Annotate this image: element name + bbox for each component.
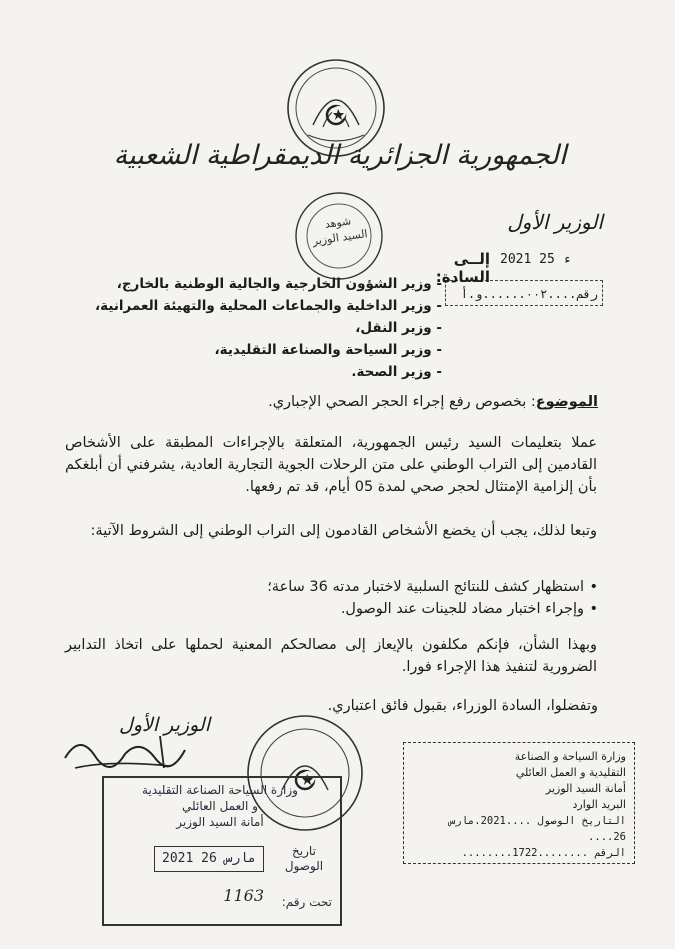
registration-date-label: تاريخ الوصول: [284, 844, 324, 873]
reception-stamp: [403, 742, 635, 864]
top-stamp-line2: السيد الوزير: [311, 227, 369, 248]
registration-header: [106, 782, 334, 830]
body-paragraph-2: وتبعا لذلك، يجب أن يخضع الأشخاص القادمون إلى التراب الوطني إلى الشروط الآتية:: [90, 523, 597, 539]
reception-number: الرقم ........1722........: [461, 847, 626, 859]
reference-number: رقم....٠٠٢......و.أ: [445, 280, 603, 306]
recipient-item: - وزير الداخلية والجماعات المحلية والتهيئة العمرانية،: [95, 298, 442, 314]
registration-line1: وزارة السياحة الصناعة التقليدية: [142, 783, 298, 797]
recipient-item: - وزير السياحة والصناعة التقليدية،: [214, 342, 442, 358]
body-paragraph-1: عملا بتعليمات السيد رئيس الجمهورية، المتعلقة بالإجراءات المطبقة على الأشخاص القادمين إلى التراب الوطني على متن الرحلات الجوية التجارية العادية، يشرفني أن أبلغكم بأن إلزامية الإمتثال لحجر صحي لمدة 05 أيام، قد تم رفعها.: [65, 435, 597, 495]
registration-line3: أمانة السيد الوزير: [176, 815, 264, 829]
subject-label: الموضوع: [535, 394, 598, 410]
recipient-item: - وزير الصحة.: [351, 364, 442, 380]
office-title: الوزير الأول: [507, 210, 603, 234]
conditions-list: [120, 576, 598, 620]
registration-number-label: تحت رقم:: [281, 895, 332, 909]
signature-title: الوزير الأول: [119, 714, 210, 736]
reception-line4: البريد الوارد: [572, 798, 626, 811]
registration-line2: و العمل العائلي: [182, 799, 258, 813]
handwritten-signature: [60, 728, 190, 776]
body-paragraph-3: وبهذا الشأن، فإنكم مكلفون بالإيعاز إلى مصالحكم المعنية لحملها على اتخاذ التدابير الضرورية لتنفيذ هذا الإجراء فورا.: [65, 637, 597, 675]
document-date: 2021 ء 25: [500, 252, 571, 267]
reception-line1: وزارة السياحة و الصناعة: [514, 750, 626, 763]
reception-date: التاريخ الوصول ....2021.مارس 26....: [448, 815, 626, 843]
registration-stamp: [102, 776, 342, 926]
recipients-label: إلــى السادة:: [435, 250, 490, 286]
closing-line: وتفضلوا، السادة الوزراء، بقبول فائق اعتباري.: [327, 698, 598, 714]
reception-line2: التقليدية و العمل العائلي: [515, 766, 626, 779]
top-stamp-line1: شوهد: [323, 214, 352, 231]
recipients-list: [95, 273, 442, 383]
recipient-item: - وزير النقل،: [355, 320, 442, 336]
republic-header: الجمهورية الجزائرية الديمقراطية الشعبية: [113, 140, 567, 171]
condition-item: • وإجراء اختبار مضاد للجينات عند الوصول.: [120, 598, 598, 620]
condition-item: • استظهار كشف للنتائج السلبية لاختبار مدته 36 ساعة؛: [120, 576, 598, 598]
subject-line: [200, 394, 598, 410]
subject-text: : بخصوص رفع إجراء الحجر الصحي الإجباري.: [268, 394, 536, 410]
registration-number-value: 1163: [223, 886, 264, 905]
registration-date-value: 2021 مارس 26: [154, 846, 264, 872]
reception-line3: أمانة السيد الوزير: [545, 782, 626, 795]
recipient-item: - وزير الشؤون الخارجية والجالية الوطنية بالخارج،: [116, 276, 442, 292]
